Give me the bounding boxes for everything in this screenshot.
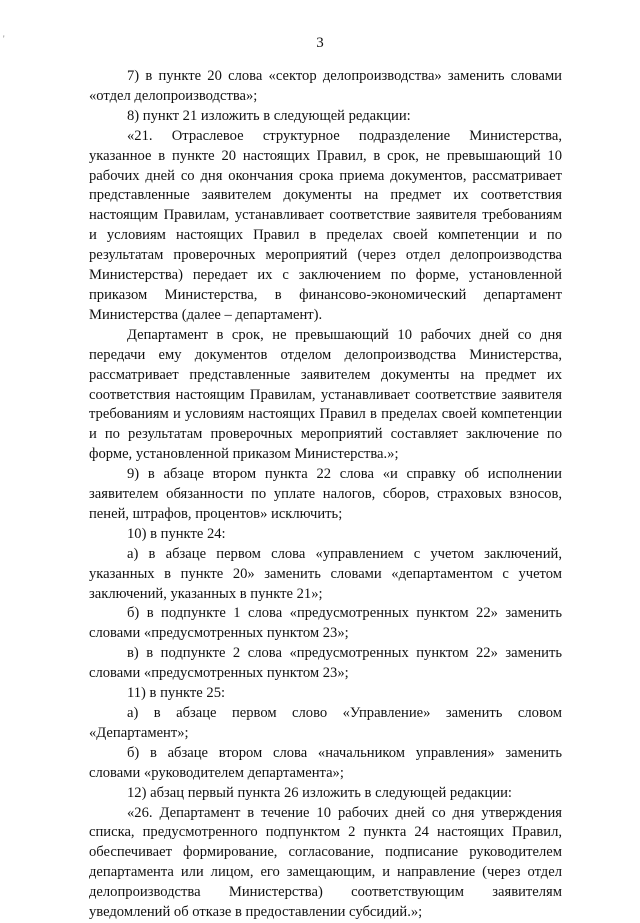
paragraph-item-11: 11) в пункте 25:: [127, 685, 226, 702]
paragraph-item-10-a: а) в абзаце первом слова «управлением с учетом заключений, указанных в пункте 20» заменить словами «департаментом с учетом заключений, указанных в пункте 21»;: [89, 545, 562, 602]
page-number: 3: [316, 35, 324, 51]
paragraph-item-9: 9) в абзаце втором пункта 22 слова «и справку об исполнении заявителем обязанности по уплате налогов, сборов, страховых взносов, пеней, штрафов, процентов» исключить;: [89, 466, 562, 522]
paragraph-item-10: 10) в пункте 24:: [127, 525, 226, 542]
paragraph-item-11-b: б) в абзаце втором слова «начальником управления» заменить словами «руководителем департамента»;: [89, 744, 562, 781]
paragraph-item-8: 8) пункт 21 изложить в следующей редакции:: [127, 107, 411, 124]
paragraph-point-26-text: «26. Департамент в течение 10 рабочих дней со дня утверждения списка, предусмотренного подпунктом 2 пункта 24 настоящих Правил, обеспечивает формирование, согласование, подписание руководителем департамента или лицом, его замещающим, и направление (через отдел делопроизводства Министерства) соответствующим заявителям уведомлений об отказе в предоставлении субсидий.»;: [89, 804, 562, 921]
paragraph-item-12: 12) абзац первый пункта 26 изложить в следующей редакции:: [127, 784, 512, 801]
paragraph-item-10-b: б) в подпункте 1 слова «предусмотренных пунктом 22» заменить словами «предусмотренных пунктом 23»;: [89, 605, 562, 642]
paragraph-point-21-text: «21. Отраслевое структурное подразделение Министерства, указанное в пункте 20 настоящих Правил, в срок, не превышающий 10 рабочих дней со дня окончания срока приема документов, рассматривает представленные заявителем документы на предмет их соответствия настоящим Правилам, устанавливает соответствие заявителя требованиям и условиям настоящих Правил в пределах своей компетенции и по результатам проверочных мероприятий (через отдел делопроизводства Министерства) передает их с заключением по форме, установленной приказом Министерства, в финансово-экономический департамент Министерства (далее – департамент).: [89, 127, 562, 323]
paragraph-item-10-v: в) в подпункте 2 слова «предусмотренных пунктом 22» заменить словами «предусмотренных пунктом 23»;: [89, 645, 562, 682]
document-body: [89, 67, 562, 923]
edge-mark: ': [3, 34, 5, 44]
paragraph-item-7: 7) в пункте 20 слова «сектор делопроизводства» заменить словами «отдел делопроизводства»;: [89, 68, 562, 104]
paragraph-department-review: Департамент в срок, не превышающий 10 рабочих дней со дня передачи ему документов отделом делопроизводства Министерства, рассматривает представленные заявителем документы на предмет их соответствия настоящим Правилам, устанавливает соответствие заявителя требованиям и условиям настоящих Правил в пределах своей компетенции и по результатам проверочных мероприятий составляет заключение по форме, установленной приказом Министерства.»;: [89, 326, 562, 463]
paragraph-item-11-a: а) в абзаце первом слово «Управление» заменить словом «Департамент»;: [89, 705, 562, 741]
